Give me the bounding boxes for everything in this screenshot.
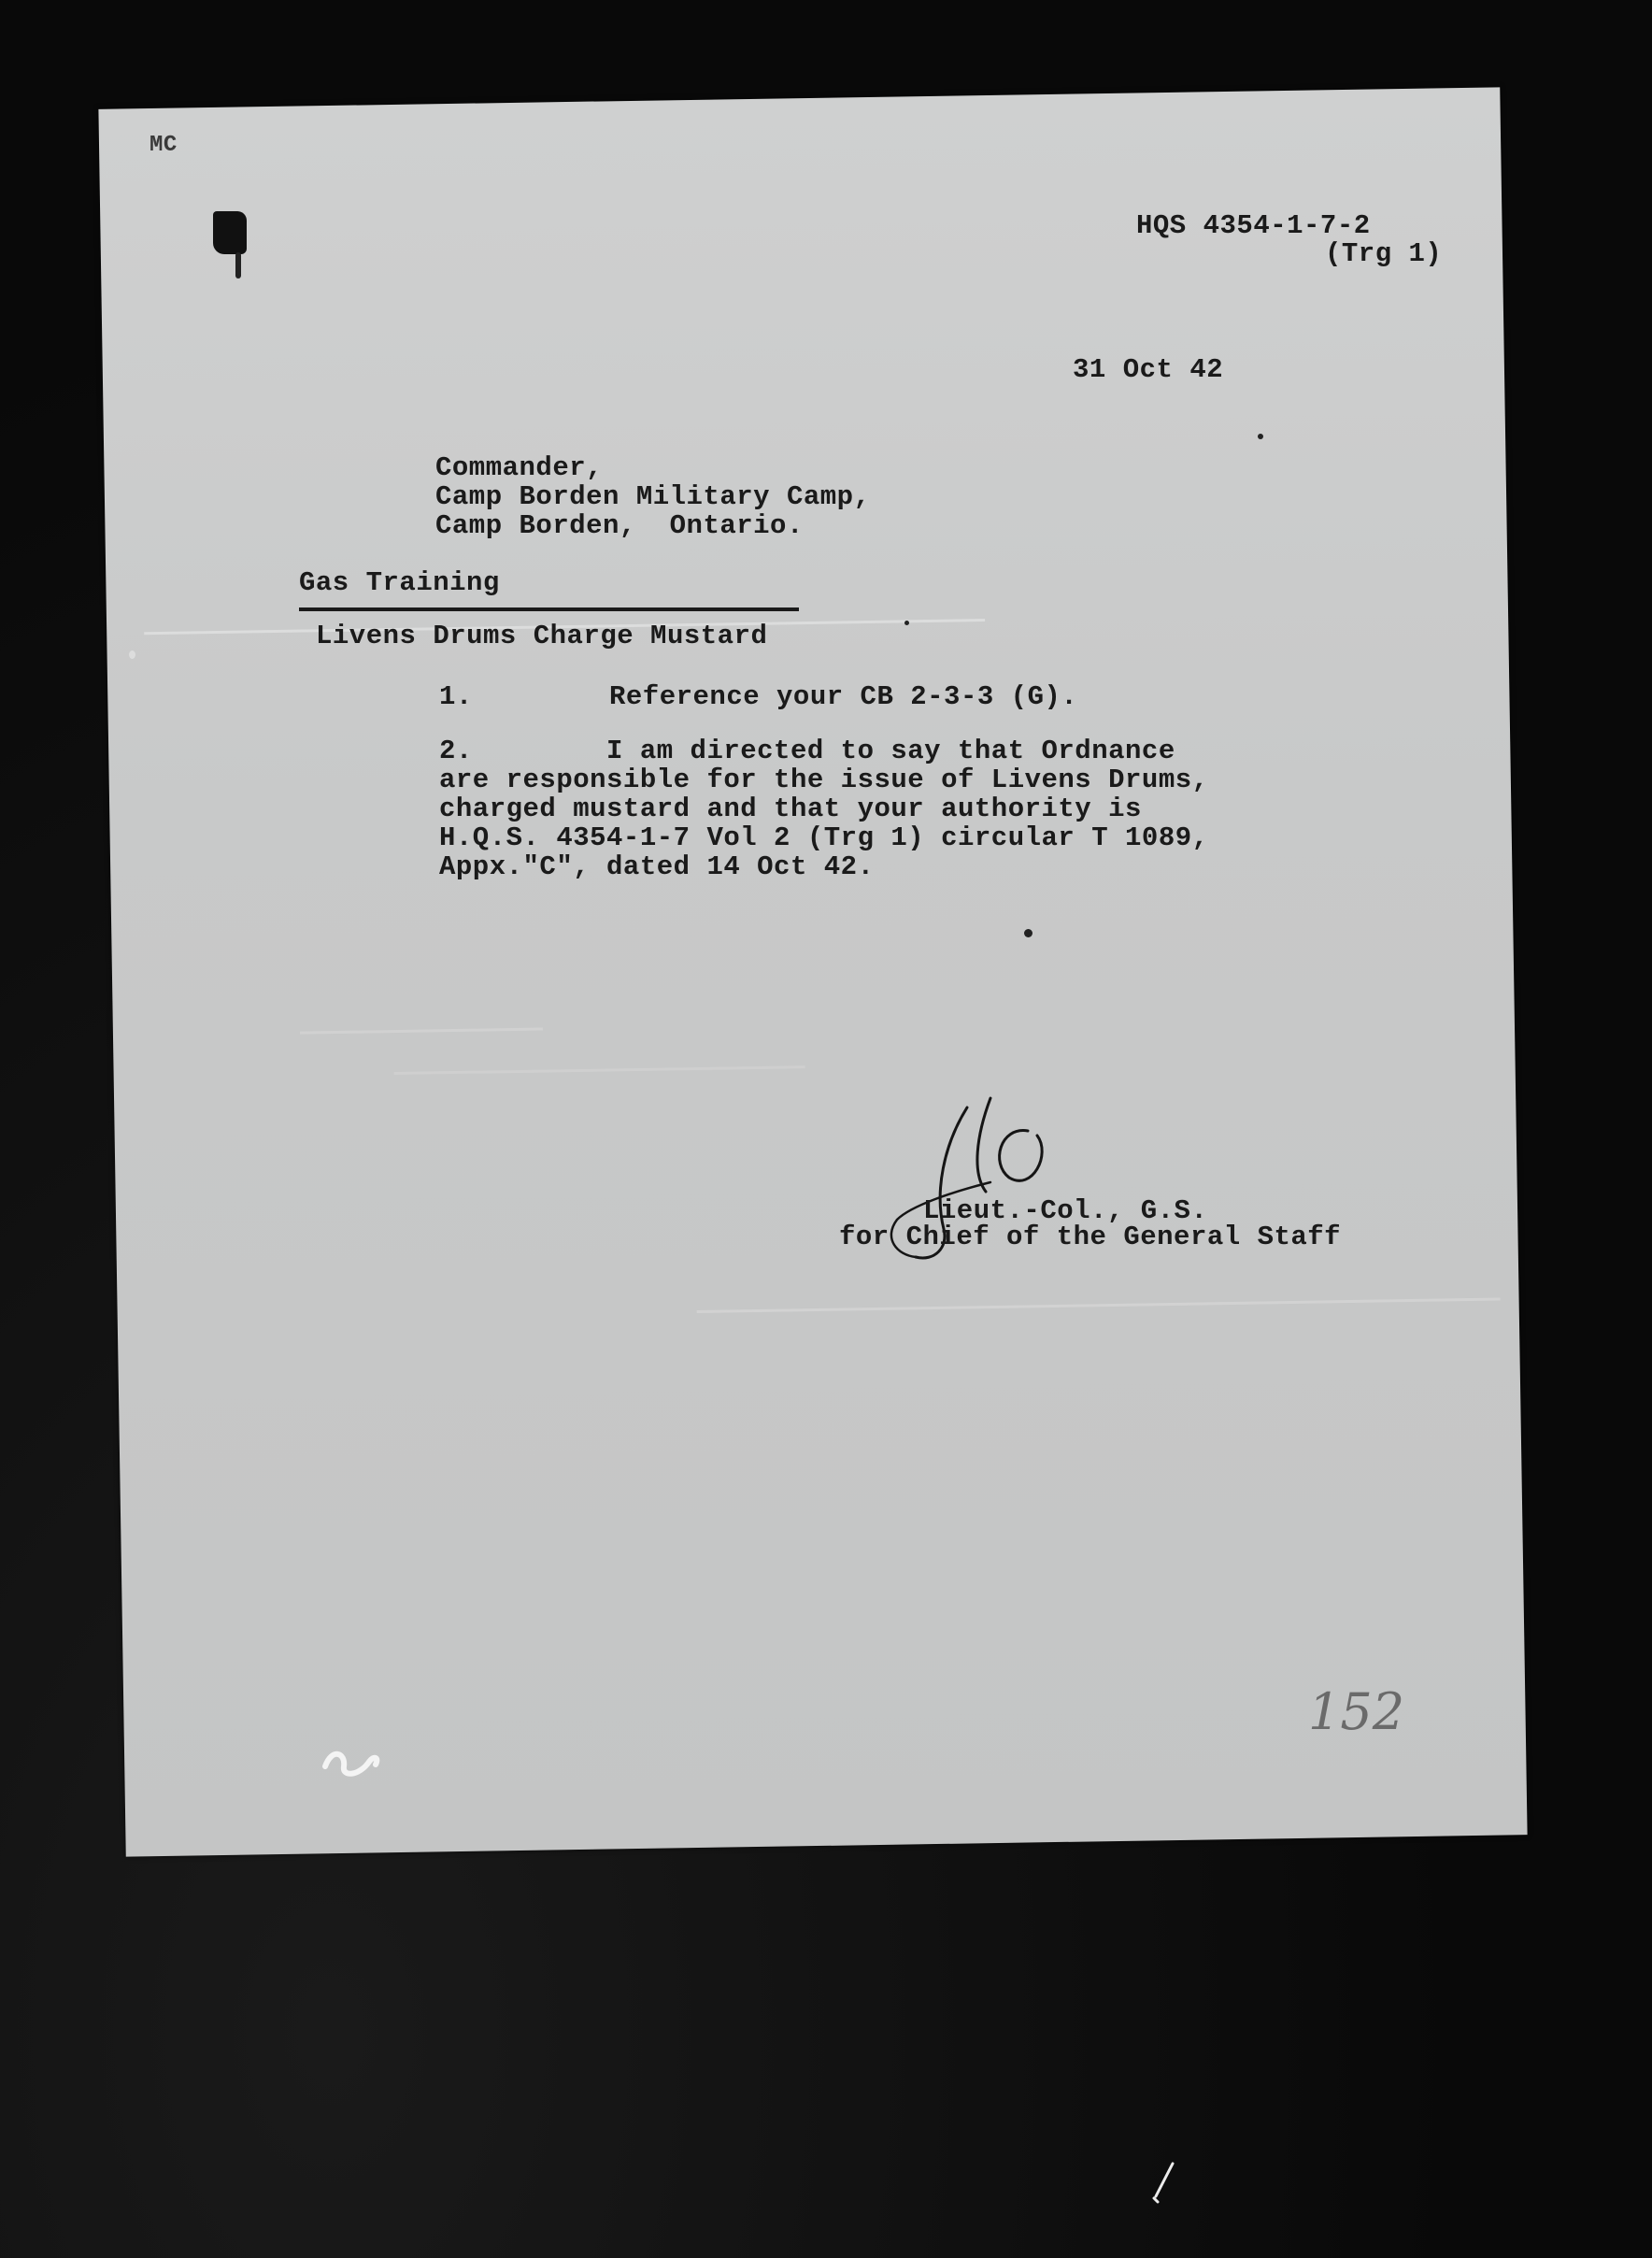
paper-speck [1258,434,1263,439]
letter-date: 31 Oct 42 [1073,354,1224,385]
subject-line-2: Livens Drums Charge Mustard [316,621,768,651]
scan-streak [697,1297,1501,1313]
file-reference-sub: (Trg 1) [1325,238,1443,269]
white-mark-icon [318,1738,383,1785]
document-page [98,87,1527,1856]
initials: MC [150,133,178,158]
addressee-block: Commander, Camp Borden Military Camp, Camp Borden, Ontario. [435,452,871,541]
folio-number: 152 [1308,1682,1405,1741]
scan-streak [300,1028,543,1035]
signature-rank: Lieut.-Col., G.S. [923,1195,1208,1226]
corner-scratch-icon [1145,2159,1182,2206]
paper-speck [129,650,135,659]
paragraph-2: 2. I am directed to say that Ordnance are responsible for the issue of Livens Drums, charged mustard and that your authority is H.Q.S. 4354-1-7 Vol 2 (Trg 1) circular T 1089, Appx."C", dated 14 Oct 42. [439,736,1209,882]
paper-speck [904,621,909,625]
subject-underline [299,607,799,611]
signature-for-line: for Chief of the General Staff [839,1222,1342,1252]
ink-blot [213,211,247,254]
paragraph-1-number: 1. [439,681,473,712]
subject-line-1: Gas Training [299,567,500,598]
file-reference: HQS 4354-1-7-2 [1136,210,1371,241]
paragraph-1-text: Reference your CB 2-3-3 (G). [609,681,1078,712]
ink-blot-tail [235,252,241,279]
scan-streak [394,1065,805,1075]
paper-speck [1024,929,1032,937]
